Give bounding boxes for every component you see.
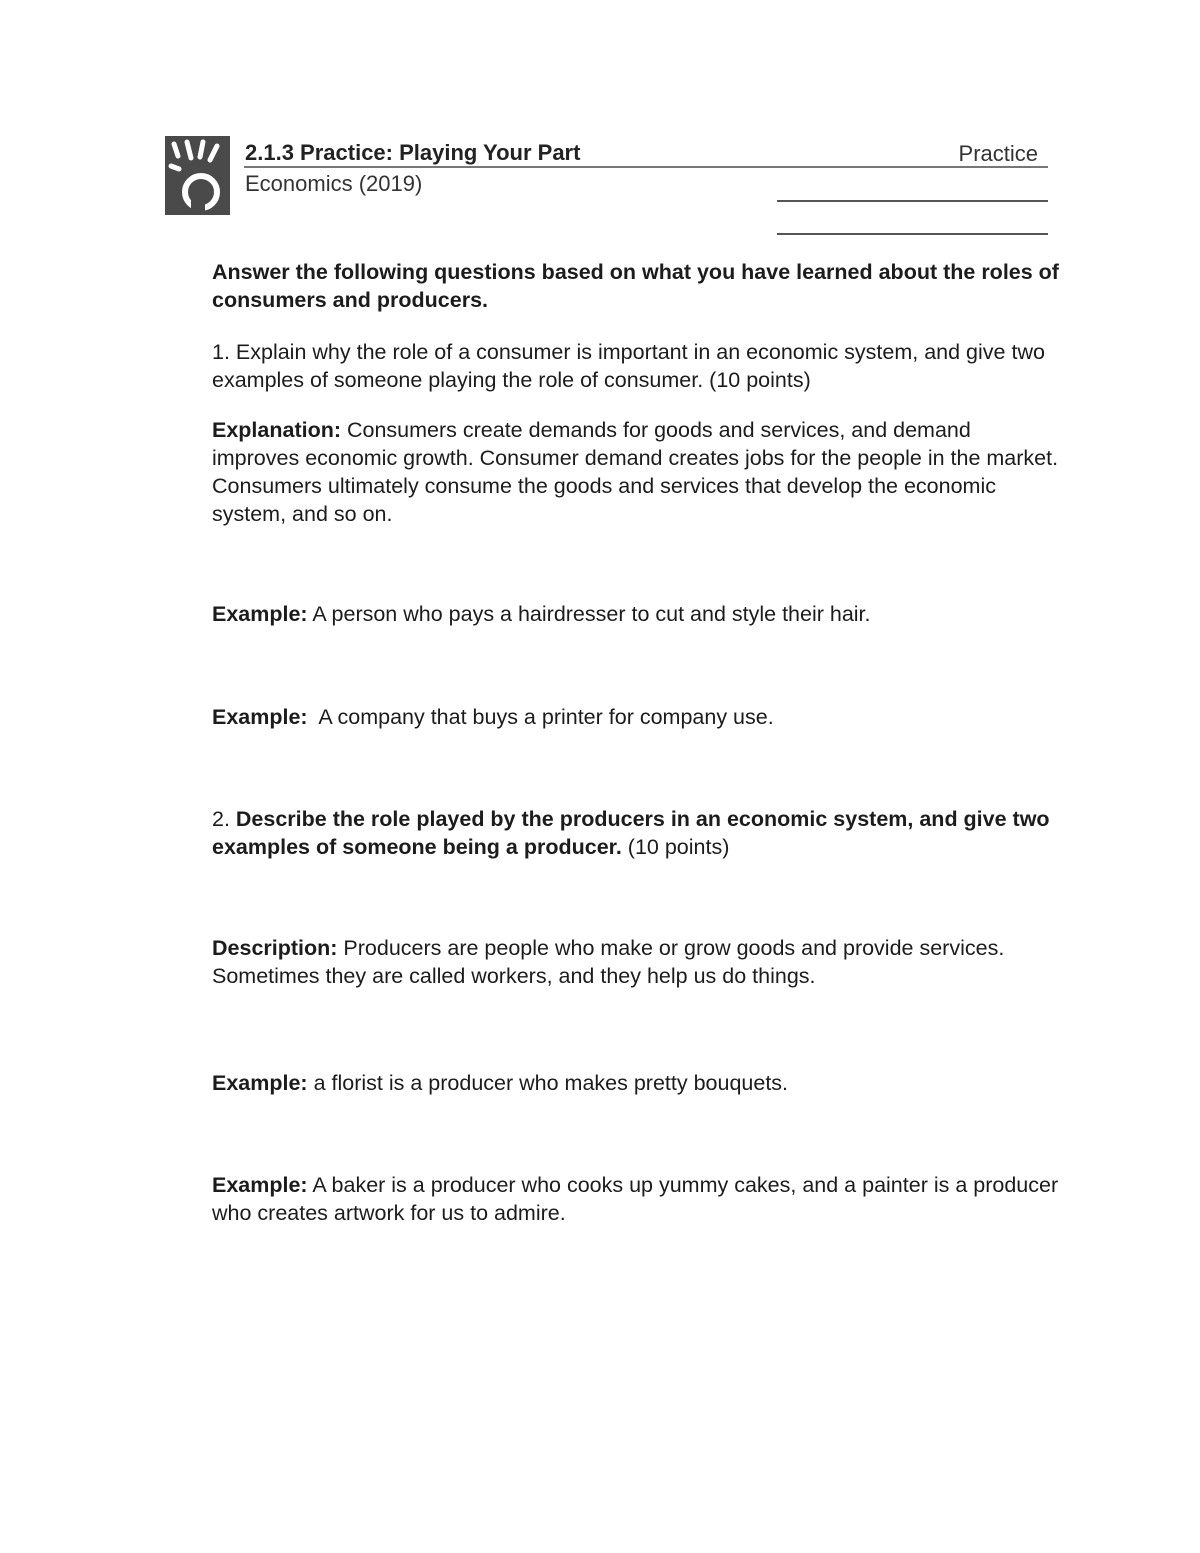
name-blank-line bbox=[777, 200, 1048, 202]
example-text: A person who pays a hairdresser to cut and style their hair. bbox=[307, 602, 871, 626]
header-divider bbox=[244, 166, 1048, 168]
question-text: Describe the role played by the producers in an economic system, and give two examples of someone being a producer. bbox=[212, 807, 1050, 859]
description-label: Description: bbox=[212, 936, 338, 960]
question-points: (10 points) bbox=[621, 835, 730, 859]
date-blank-line bbox=[777, 233, 1048, 235]
example-label: Example: bbox=[212, 602, 308, 626]
answer-example-2 bbox=[212, 703, 1062, 731]
answer-example-3 bbox=[212, 1069, 1062, 1097]
example-label: Example: bbox=[212, 1173, 308, 1197]
answer-description bbox=[212, 934, 1062, 990]
question-2 bbox=[212, 805, 1062, 861]
explanation-label: Explanation: bbox=[212, 418, 342, 442]
answer-example-1 bbox=[212, 600, 1062, 628]
answer-example-4 bbox=[212, 1171, 1065, 1227]
course-name: Economics (2019) bbox=[245, 171, 423, 196]
example-label: Example: bbox=[212, 705, 308, 729]
explanation-text: Consumers create demands for goods and services, and demand improves economic growth. Consumer demand creates jobs for the people in the market. Consumers ultimately consume the goods and services that develop the economic system, and so on. bbox=[212, 418, 1059, 526]
document-type-label: Practice bbox=[958, 141, 1038, 166]
answer-explanation bbox=[212, 416, 1062, 528]
page-title: 2.1.3 Practice: Playing Your Part bbox=[245, 140, 581, 165]
description-text: Producers are people who make or grow goods and provide services. Sometimes they are called workers, and they help us do things. bbox=[212, 936, 1005, 988]
question-number: 2. bbox=[212, 807, 236, 831]
example-text: A baker is a producer who cooks up yummy cakes, and a painter is a producer who creates artwork for us to admire. bbox=[212, 1173, 1065, 1225]
question-1: 1. Explain why the role of a consumer is important in an economic system, and give two examples of someone playing the role of consumer. (10 points) bbox=[212, 340, 1045, 392]
example-text: a florist is a producer who makes pretty bouquets. bbox=[307, 1071, 789, 1095]
instructions: Answer the following questions based on what you have learned about the roles of consumers and producers. bbox=[212, 260, 1059, 312]
sunburst-logo-icon bbox=[165, 136, 230, 215]
example-label: Example: bbox=[212, 1071, 308, 1095]
example-text: A company that buys a printer for company use. bbox=[307, 705, 774, 729]
